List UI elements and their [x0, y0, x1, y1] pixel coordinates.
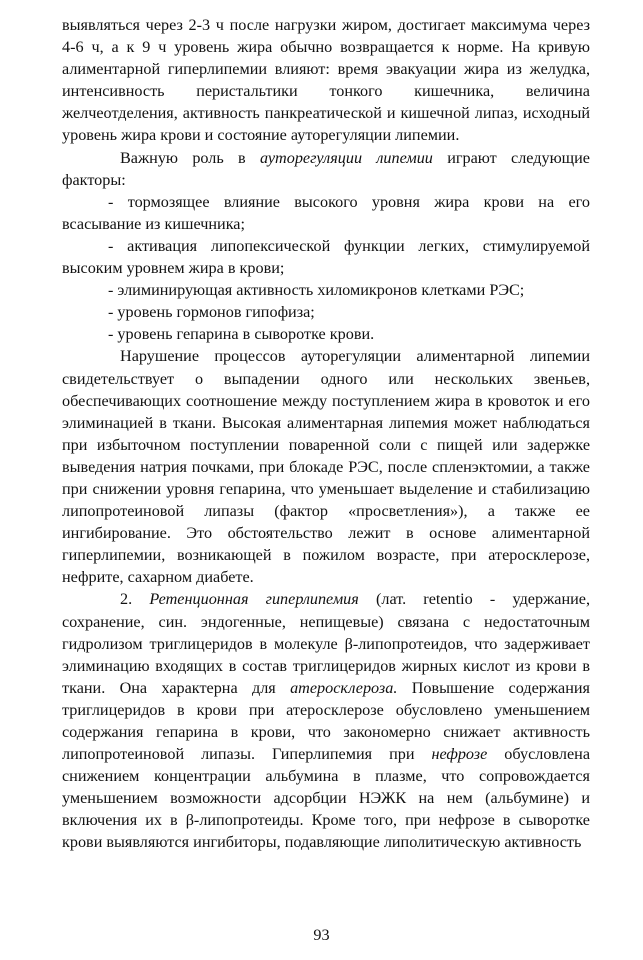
factor-item: - уровень гепарина в сыворотке крови. — [108, 325, 375, 344]
paragraph-autoregulation — [62, 147, 590, 191]
factor-item: - элиминирующая активность хиломикронов клетками РЭС; — [108, 281, 525, 300]
retention-text-1: (лат. retentio - удержание, сохранение, син. эндогенные, непищевые) связана с недостаточным гидролизом триглицеридов в молекуле β-липопротеидов, что задерживает элиминацию входящих в состав триглицеридов жирных кислот из крови в ткани. Она характерна для — [62, 590, 591, 697]
paragraph-continuation: выявляться через 2-3 ч после нагрузки жиром, достигает максимума через 4-6 ч, а к 9 ч уровень жира обычно возвращается к норме. На кривую алиментарной гиперлипемии влияют: время эвакуации жира из желудка, интенсивность перистальтики тонкого кишечника, величина желчеотделения, активность панкреатической и кишечной липаз, исходный уровень жира крови и состояние ауторегуляции липемии. — [62, 16, 590, 145]
paragraph-retention-hyperlipemia — [62, 588, 590, 853]
retention-text-3: обусловлена снижением концентрации альбумина в плазме, что сопровождается уменьшением возможности адсорбции НЭЖК на нем (альбумине) и включения их в β-липопротеиды. Кроме того, при нефрозе в сыворотке крови выявляются ингибиторы, подавляющие липолитическую активность — [62, 745, 591, 852]
term-retention-hyperlipemia: Ретенционная гиперлипемия — [149, 590, 359, 609]
paragraph-autoregulation-lead: Важную роль в — [120, 148, 260, 167]
factor-item: - тормозящее влияние высокого уровня жира крови на его всасывание из кишечника; — [62, 192, 590, 233]
paragraph-autoregulation-tail: играют следующие факторы: — [62, 148, 590, 189]
retention-text-2: Повышение содержания триглицеридов в крови при атеросклерозе обусловлено уменьшением содержания гепарина в крови, что закономерно снижает активность липопротеиновой липазы. Гиперлипемия при — [62, 678, 590, 764]
page-body — [62, 14, 590, 854]
term-atherosclerosis: атеросклероза. — [290, 678, 398, 697]
item-number: 2. — [120, 590, 150, 609]
term-nephrosis: нефрозе — [431, 745, 488, 764]
page-number: 93 — [313, 926, 330, 944]
factor-item: - активация липопексической функции легких, стимулируемой высоким уровнем жира в крови; — [62, 236, 590, 278]
paragraph-disruption: Нарушение процессов ауторегуляции алиментарной липемии свидетельствует о выпадении одного или нескольких звеньев, обеспечивающих соотношение между поступлением жира в кровоток и его элиминацией в ткани. Высокая алиментарная липемия может наблюдаться при избыточном поступлении поваренной соли с пищей или задержке выведения натрия почками, при блокаде РЭС, после спленэктомии, а также при снижении уровня гепарина, что уменьшает выделение и стабилизацию липопротеиновой липазы (фактор «просветления»), а также ее ингибирование. Это обстоятельство лежит в основе алиментарной гиперлипемии, возникающей в пожилом возрасте, при атеросклерозе, нефрите, сахарном диабете. — [62, 347, 590, 587]
factor-item: - уровень гормонов гипофиза; — [108, 303, 315, 322]
term-autoregulation: ауторегуляции липемии — [259, 148, 433, 167]
